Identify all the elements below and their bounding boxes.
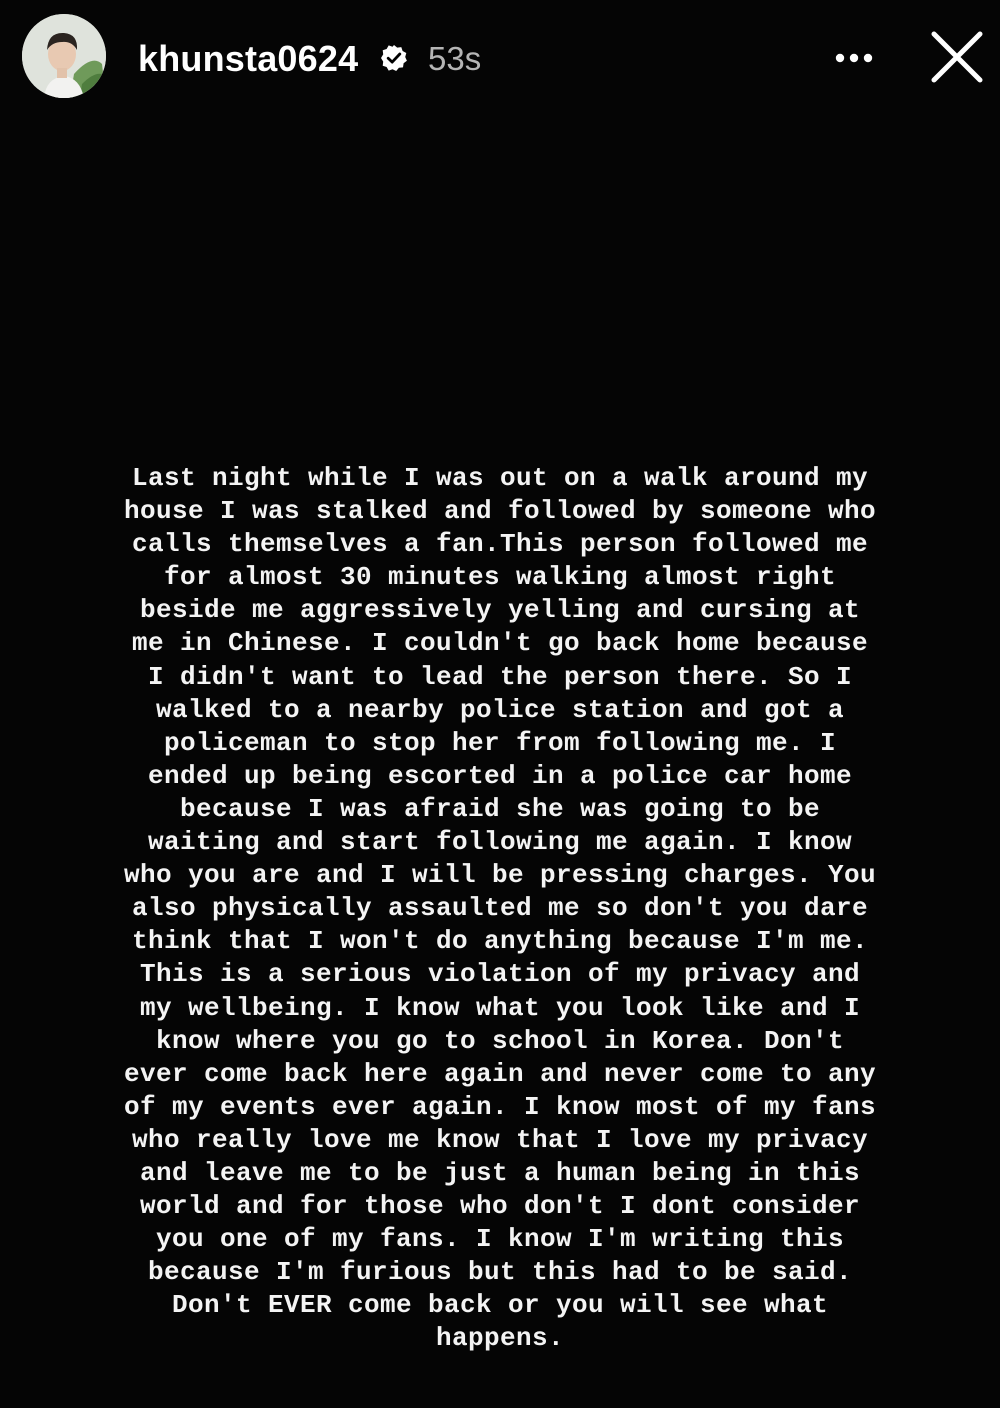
username[interactable]: khunsta0624	[138, 38, 359, 79]
avatar-photo	[22, 14, 106, 98]
story-text: Last night while I was out on a walk around my house I was stalked and followed by someone who calls themselves a fan.This person followed me for almost 30 minutes walking almost right beside me aggressively yelling and cursing at me in Chinese. I couldn't go back home because I didn't want to lead the person there. So I walked to a nearby police station and got a policeman to stop her from following me. I ended up being escorted in a police car home because I was afraid she was going to be waiting and start following me again. I know who you are and I will be pressing charges. You also physically assaulted me so don't you dare think that I won't do anything because I'm me. This is a serious violation of my privacy and my wellbeing. I know what you look like and I know where you go to school in Korea. Don't ever come back here again and never come to any of my events ever again. I know most of my fans who really love me know that I love my privacy and leave me to be just a human being in this world and for those who don't I dont consider you one of my fans. I know I'm writing this because I'm furious but this had to be said. Don't EVER come back or you will see what happens.	[123, 463, 877, 1354]
verified-badge-icon	[380, 44, 408, 72]
post-time: 53s	[428, 40, 482, 77]
more-options-icon[interactable]	[826, 36, 882, 80]
profile-avatar[interactable]	[22, 14, 106, 98]
close-icon[interactable]	[928, 28, 986, 86]
story-header	[0, 0, 1000, 120]
